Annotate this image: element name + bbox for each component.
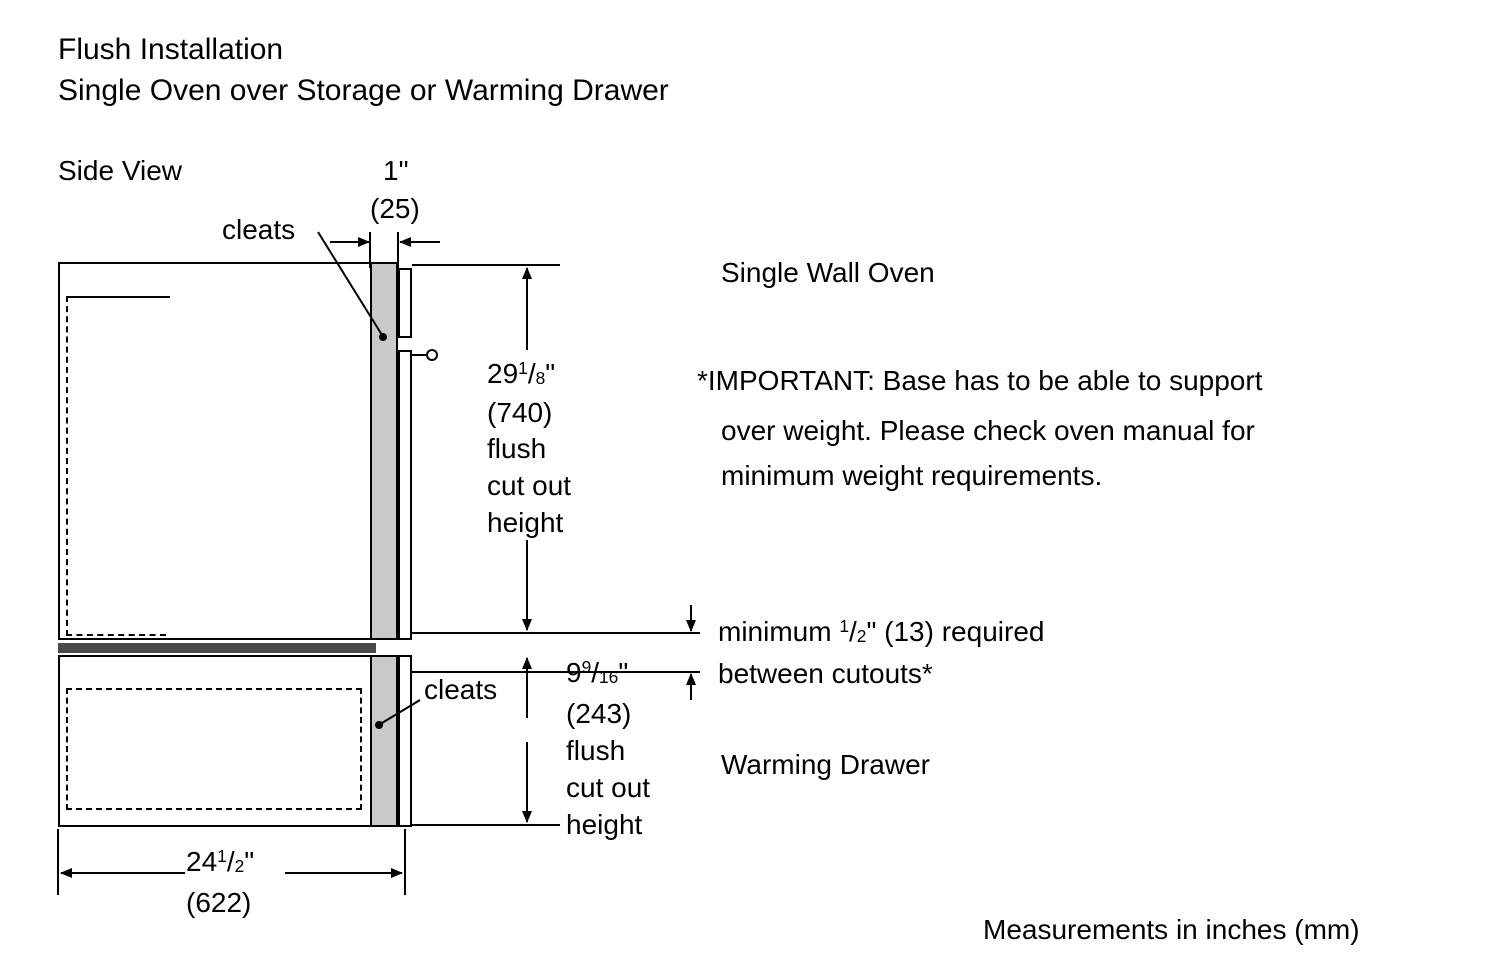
drawer-cutout-height-mm: (243)	[566, 698, 632, 729]
important-note-line3: minimum weight requirements.	[721, 460, 1103, 491]
oven-door-strip-upper	[398, 268, 412, 338]
drawer-cutout-desc-2: cut out	[566, 772, 651, 803]
cleats-label-top: cleats	[222, 214, 296, 245]
between-cutouts-note-line1: minimum $^1/_2$" (13) required	[718, 615, 1045, 647]
between-cutouts-note-line2: between cutouts*	[718, 658, 933, 689]
important-note-line1: *IMPORTANT: Base has to be able to support	[697, 365, 1263, 396]
drawer-cutout-desc-1: flush	[566, 735, 626, 766]
footer-note: Measurements in inches (mm)	[983, 914, 1360, 945]
oven-dashed-top-seg	[66, 296, 170, 298]
cutout-separator-bar	[58, 643, 376, 653]
panel-depth-mm: (25)	[370, 193, 420, 224]
drawer-cutout-height-value: $9^9/_{16}$"	[566, 656, 629, 688]
overall-depth-value: $24^1/_2$"	[186, 845, 255, 877]
warming-drawer-flush-panel	[370, 655, 398, 827]
cleats-label-bottom: cleats	[424, 674, 498, 705]
page-title-line2: Single Oven over Storage or Warming Drawer	[58, 74, 669, 107]
oven-cutout-height-value: $29^1/_8$"	[487, 357, 556, 389]
oven-inner-dashed-left	[66, 296, 166, 636]
page-title-line1: Flush Installation	[58, 33, 284, 66]
side-view-label: Side View	[58, 155, 183, 186]
drawer-cutout-desc-3: height	[566, 809, 643, 840]
oven-cutout-height-mm: (740)	[487, 397, 553, 428]
oven-door-strip-lower	[398, 350, 412, 640]
panel-depth-inches: 1"	[383, 155, 409, 186]
oven-cutout-dimension	[412, 265, 700, 633]
warming-drawer-inner-dashed	[66, 688, 362, 810]
warming-drawer-door-strip	[398, 655, 412, 827]
important-note-line2: over weight. Please check oven manual for	[721, 415, 1255, 446]
warming-drawer-label: Warming Drawer	[721, 749, 930, 780]
oven-cutout-desc-3: height	[487, 507, 564, 538]
overall-depth-mm: (622)	[186, 887, 252, 918]
oven-cutout-desc-2: cut out	[487, 470, 572, 501]
oven-flush-panel	[370, 262, 398, 640]
oven-handle-detail	[412, 350, 437, 360]
oven-cutout-desc-1: flush	[487, 433, 547, 464]
single-wall-oven-label: Single Wall Oven	[721, 257, 935, 288]
